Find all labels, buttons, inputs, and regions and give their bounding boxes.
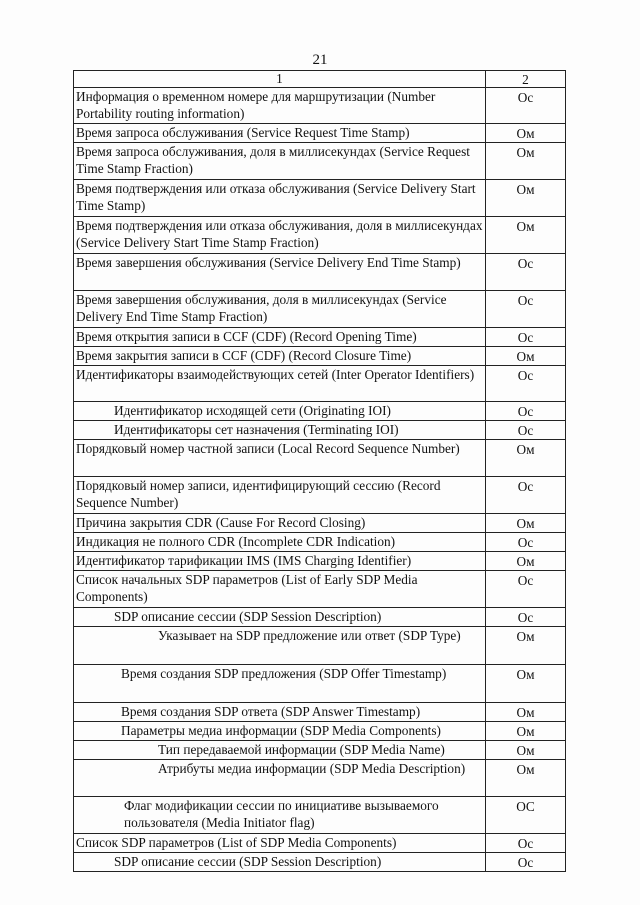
row-text: Время подтверждения или отказа обслуживания (Service Delivery Start Time Stamp) bbox=[74, 180, 486, 217]
row-text: Время создания SDP предложения (SDP Offer Timestamp) bbox=[74, 665, 486, 703]
table-row bbox=[74, 514, 566, 533]
row-value: Oc bbox=[486, 328, 566, 347]
table-row bbox=[74, 180, 566, 217]
table-row bbox=[74, 703, 566, 722]
table-row bbox=[74, 143, 566, 180]
row-value: Oc bbox=[486, 608, 566, 627]
row-value: Oм bbox=[486, 180, 566, 217]
row-text: Время завершения обслуживания (Service Delivery End Time Stamp) bbox=[74, 254, 486, 291]
row-value: Oc bbox=[486, 571, 566, 608]
row-value: Oc bbox=[486, 853, 566, 872]
row-text: Время закрытия записи в CCF (CDF) (Record Closure Time) bbox=[74, 347, 486, 366]
row-value: Oм bbox=[486, 552, 566, 571]
row-text: Атрибуты медиа информации (SDP Media Description) bbox=[74, 760, 486, 797]
table-row bbox=[74, 366, 566, 402]
row-value: Oм bbox=[486, 741, 566, 760]
row-text: Время запроса обслуживания, доля в миллисекундах (Service Request Time Stamp Fraction) bbox=[74, 143, 486, 180]
row-value: Oм bbox=[486, 514, 566, 533]
table-row bbox=[74, 440, 566, 477]
row-value: Oм bbox=[486, 143, 566, 180]
parameters-table bbox=[73, 70, 566, 872]
row-value: Oc bbox=[486, 402, 566, 421]
row-text: Время подтверждения или отказа обслуживания, доля в миллисекундах (Service Delivery Start Time Stamp Fraction) bbox=[74, 217, 486, 254]
column-header-1: 1 bbox=[74, 71, 486, 88]
table-row bbox=[74, 834, 566, 853]
row-text: Время запроса обслуживания (Service Request Time Stamp) bbox=[74, 124, 486, 143]
row-text: Список начальных SDP параметров (List of Early SDP Media Components) bbox=[74, 571, 486, 608]
table-row bbox=[74, 291, 566, 328]
row-text: Время создания SDP ответа (SDP Answer Timestamp) bbox=[74, 703, 486, 722]
row-value: Oм bbox=[486, 760, 566, 797]
row-text: Порядковый номер записи, идентифицирующий сессию (Record Sequence Number) bbox=[74, 477, 486, 514]
row-text: Идентификаторы взаимодействующих сетей (Inter Operator Identifiers) bbox=[74, 366, 486, 402]
row-value: Oc bbox=[486, 254, 566, 291]
row-text: Идентификаторы сет назначения (Terminating IOI) bbox=[74, 421, 486, 440]
row-value: Oм bbox=[486, 124, 566, 143]
table-row bbox=[74, 722, 566, 741]
table-row bbox=[74, 533, 566, 552]
row-text: Информация о временном номере для маршрутизации (Number Portability routing information) bbox=[74, 88, 486, 124]
row-text: Флаг модификации сессии по инициативе вызываемого пользователя (Media Initiator flag) bbox=[74, 797, 486, 834]
row-text: Тип передаваемой информации (SDP Media Name) bbox=[74, 741, 486, 760]
row-text: Идентификатор тарификации IMS (IMS Charging Identifier) bbox=[74, 552, 486, 571]
row-text: Идентификатор исходящей сети (Originating IOI) bbox=[74, 402, 486, 421]
row-value: Oc bbox=[486, 366, 566, 402]
row-text: Указывает на SDP предложение или ответ (SDP Type) bbox=[74, 627, 486, 665]
table-row bbox=[74, 608, 566, 627]
row-value: OC bbox=[486, 797, 566, 834]
table-row bbox=[74, 627, 566, 665]
table-row bbox=[74, 88, 566, 124]
row-value: Oм bbox=[486, 665, 566, 703]
table-row bbox=[74, 421, 566, 440]
row-text: SDP описание сессии (SDP Session Description) bbox=[74, 853, 486, 872]
page-number: 21 bbox=[312, 52, 328, 68]
row-text: SDP описание сессии (SDP Session Description) bbox=[74, 608, 486, 627]
row-value: Oм bbox=[486, 347, 566, 366]
row-value: Oc bbox=[486, 533, 566, 552]
row-text: Порядковый номер частной записи (Local Record Sequence Number) bbox=[74, 440, 486, 477]
row-value: Oм bbox=[486, 217, 566, 254]
table-row bbox=[74, 797, 566, 834]
table-row bbox=[74, 760, 566, 797]
row-value: Oм bbox=[486, 440, 566, 477]
row-text: Список SDP параметров (List of SDP Media Components) bbox=[74, 834, 486, 853]
table-row bbox=[74, 347, 566, 366]
row-value: Oc bbox=[486, 88, 566, 124]
row-value: Oc bbox=[486, 421, 566, 440]
table-row bbox=[74, 571, 566, 608]
row-value: Oc bbox=[486, 834, 566, 853]
row-value: Oм bbox=[486, 703, 566, 722]
row-text: Время завершения обслуживания, доля в миллисекундах (Service Delivery End Time Stamp Fraction) bbox=[74, 291, 486, 328]
row-text: Причина закрытия CDR (Cause For Record Closing) bbox=[74, 514, 486, 533]
row-text: Время открытия записи в CCF (CDF) (Record Opening Time) bbox=[74, 328, 486, 347]
table-row bbox=[74, 552, 566, 571]
table-row bbox=[74, 665, 566, 703]
row-value: Oм bbox=[486, 627, 566, 665]
row-value: Oc bbox=[486, 291, 566, 328]
row-text: Индикация не полного CDR (Incomplete CDR Indication) bbox=[74, 533, 486, 552]
table-row bbox=[74, 328, 566, 347]
row-text: Параметры медиа информации (SDP Media Components) bbox=[74, 722, 486, 741]
table-row bbox=[74, 124, 566, 143]
table-row bbox=[74, 402, 566, 421]
row-value: Oм bbox=[486, 722, 566, 741]
column-header-2: 2 bbox=[486, 71, 566, 88]
table-row bbox=[74, 217, 566, 254]
table-row bbox=[74, 853, 566, 872]
table-header-row bbox=[74, 71, 566, 88]
table-row bbox=[74, 254, 566, 291]
table-row bbox=[74, 741, 566, 760]
table-row bbox=[74, 477, 566, 514]
row-value: Oc bbox=[486, 477, 566, 514]
